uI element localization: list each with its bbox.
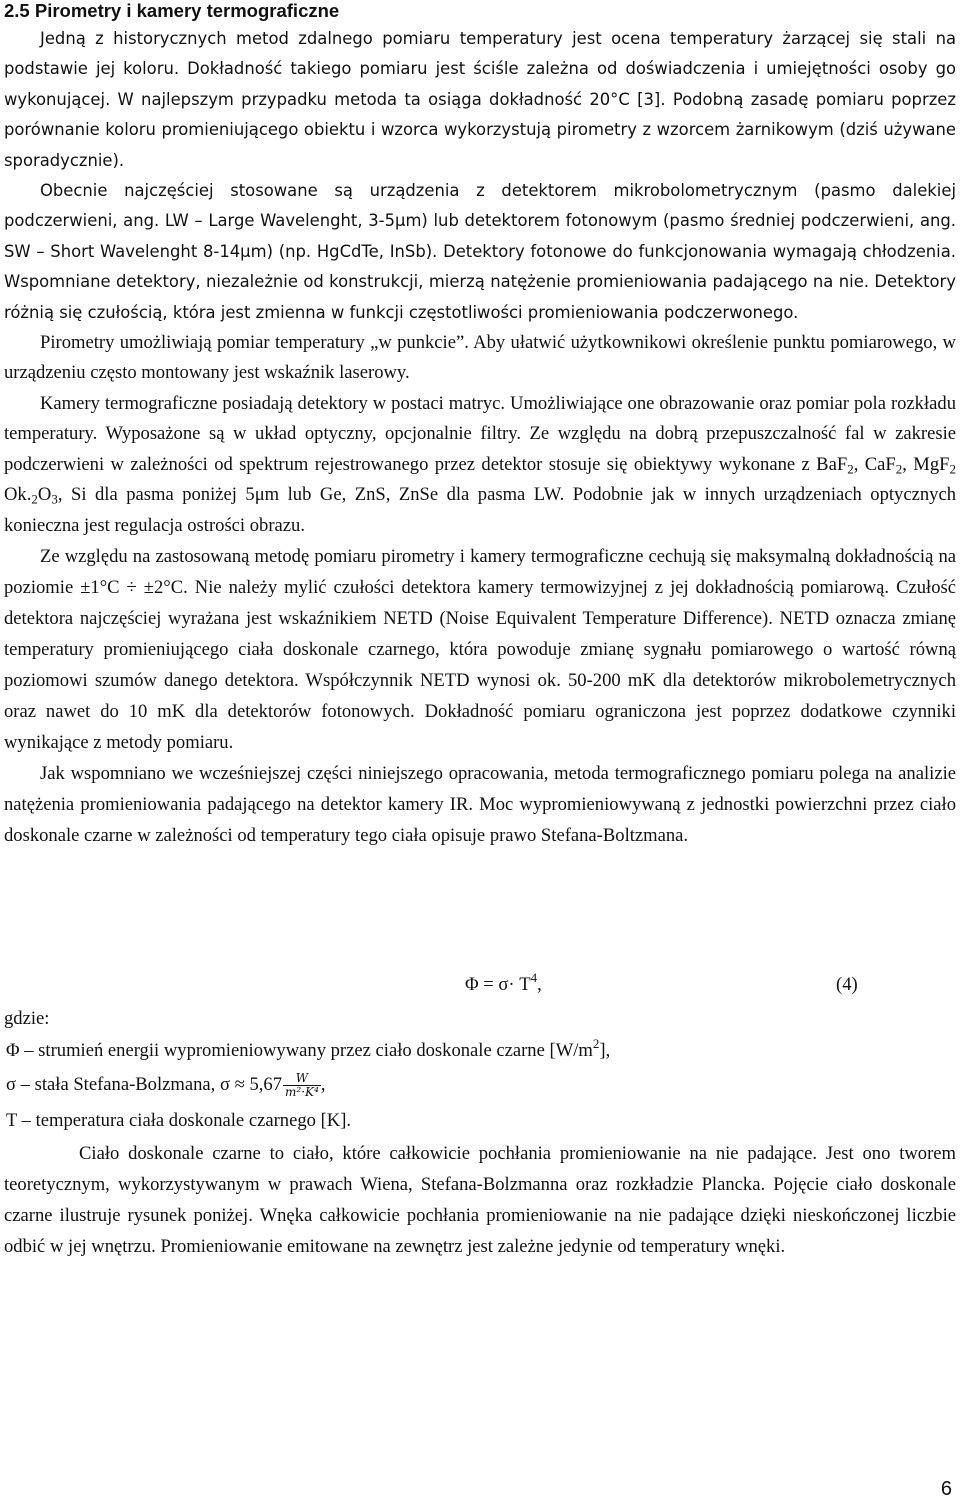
where-label: gdzie: (4, 1008, 50, 1029)
paragraph-thermal-cameras (4, 389, 956, 541)
subscript-2: 2 (895, 460, 903, 476)
paragraph-thermal-cameras-part-b: , CaF (853, 453, 896, 475)
paragraph-thermal-cameras-part-f: , Si dla pasma poniżej 5μm lub Ge, ZnS, ZnSe dla pasma LW. Podobnie jak w innych urządzeniach optycznych konieczna jest regulacja ostrości obrazu. (4, 484, 956, 536)
definition-sigma-end: , (320, 1074, 326, 1095)
definition-phi-text: Φ – strumień energii wypromieniowywany przez ciało doskonale czarne [W/m (6, 1040, 593, 1061)
subscript-2: 2 (949, 460, 956, 476)
sigma-unit-fraction (283, 1072, 321, 1099)
section-heading: 2.5 Pirometry i kamery termograficzne (4, 0, 340, 21)
paragraph-thermal-cameras-part-c: , MgF (902, 453, 950, 475)
definition-phi (6, 1036, 610, 1066)
subscript-3: 3 (51, 491, 58, 507)
paragraph-thermal-cameras-part-a: Kamery termograficzne posiadają detektory w postaci matryc. Umożliwiające one obrazowanie oraz pomiar pola rozkładu temperatury. Wyposażone są w układ optyczny, opcjonalnie filtry. Ze względu na dobrą przepuszczalność fal w zakresie podczerwieni w zależności od spektrum rejestrowanego przez detektor stosuje się obiektywy wykonane z BaF (4, 392, 956, 475)
page-number: 6 (940, 1478, 952, 1500)
definition-phi-end: ], (599, 1040, 611, 1061)
sigma-unit-denominator: m²·K⁴ (285, 1085, 319, 1100)
paragraph-detectors: Obecnie najczęściej stosowane są urządzenia z detektorem mikrobolometrycznym (pasmo dalekiej podczerwieni, ang. LW – Large Wavelenght, 3-5μm) lub detektorem fotonowym (pasmo średniej podczerwieni, ang. SW – Short Wavelenght 8-14μm) (np. HgCdTe, InSb). Detektory fotonowe do funkcjonowania wymagają chłodzenia. Wspomniane detektory, niezależnie od konstrukcji, mierzą natężenie promieniowania padającego na nie. Detektory różnią się czułością, która jest zmienna w funkcji częstotliwości promieniowania podczerwonego. (4, 181, 956, 322)
paragraph-black-body: Ciało doskonale czarne to ciało, które całkowicie pochłania promieniowanie na nie padające. Jest ono tworem teoretycznym, wykorzystywanym w prawach Wiena, Stefana-Bolzmanna oraz rozkładzie Plancka. Pojęcie ciało doskonale czarne ilustruje rysunek poniżej. Wnęka całkowicie pochłania promieniowanie na nie padające dzięki nieskończonej liczbie odbić w jej wnętrzu. Promieniowanie emitowane na zewnętrz jest zależne jedynie od temperatury wnęki. (4, 1143, 956, 1257)
closing-text (4, 1138, 956, 1262)
paragraph-stefan-boltzmann: Jak wspomniano we wcześniejszej części niniejszego opracowania, metoda termograficznego pomiaru polega na analizie natężenia promieniowania padającego na detektor kamery IR. Moc wypromieniowywaną z jednostki powierzchni przez ciało doskonale czarne w zależności od temperatury tego ciała opisuje prawo Stefana-Boltzmana. (4, 762, 956, 846)
equation-power: 4 (530, 970, 538, 986)
paragraph-thermal-cameras-part-e: O (37, 484, 52, 506)
body-text (4, 24, 956, 851)
definition-t: T – temperatura ciała doskonale czarnego [K]. (6, 1110, 352, 1131)
subscript-2: 2 (847, 460, 854, 476)
paragraph-accuracy: Ze względu na zastosowaną metodę pomiaru pirometry i kamery termograficzne cechują się maksymalną dokładnością na poziomie ±1°C ÷ ±2°C. Nie należy mylić czułości detektora kamery termowizyjnej z jej dokładnością pomiarową. Czułość detektora najczęściej wyrażana jest wskaźnikiem NETD (Noise Equivalent Temperature Difference). NETD oznacza zmianę temperatury promieniującego ciała doskonale czarnego, która powoduje zmianę sygnału pomiarowego o wartość równą poziomowi szumów danego detektora. Współczynnik NETD wynosi ok. 50-200 mK dla detektorów mikrobolemetrycznych oraz nawet do 10 mK dla detektorów fotonowych. Dokładność pomiaru ograniczona jest poprzez dodatkowe czynniki wynikające z metody pomiaru. (4, 545, 956, 753)
sigma-unit-numerator: W (283, 1072, 321, 1086)
definition-phi-power: 2 (592, 1036, 600, 1052)
paragraph-pyrometers: Pirometry umożliwiają pomiar temperatury „w punkcie”. Aby ułatwić użytkownikowi określenie punktu pomiarowego, w urządzeniu często montowany jest wskaźnik laserowy. (4, 332, 956, 384)
equation-number: (4) (836, 974, 858, 995)
paragraph-thermal-cameras-part-d: Ok. (4, 484, 32, 506)
paragraph-historical-methods: Jedną z historycznych metod zdalnego pomiaru temperatury jest ocena temperatury żarzącej się stali na podstawie jej koloru. Dokładność takiego pomiaru jest ściśle zależna od doświadczenia i umiejętności osoby go wykonującej. W najlepszym przypadku metoda ta osiąga dokładność 20°C [3]. Podobną zasadę pomiaru poprzez porównanie koloru promieniującego obiektu i wzorca wykorzystują pirometry z wzorcem żarnikowym (dziś używane sporadycznie). (4, 29, 956, 170)
definition-sigma (6, 1070, 325, 1100)
subscript-2: 2 (31, 491, 38, 507)
definition-sigma-text: σ – stała Stefana-Bolzmana, σ ≈ 5,67 (6, 1074, 283, 1095)
equation-lhs: Φ = σ· T (465, 974, 531, 995)
equation-stefan-boltzmann (465, 970, 542, 1000)
equation-tail: , (537, 974, 542, 995)
